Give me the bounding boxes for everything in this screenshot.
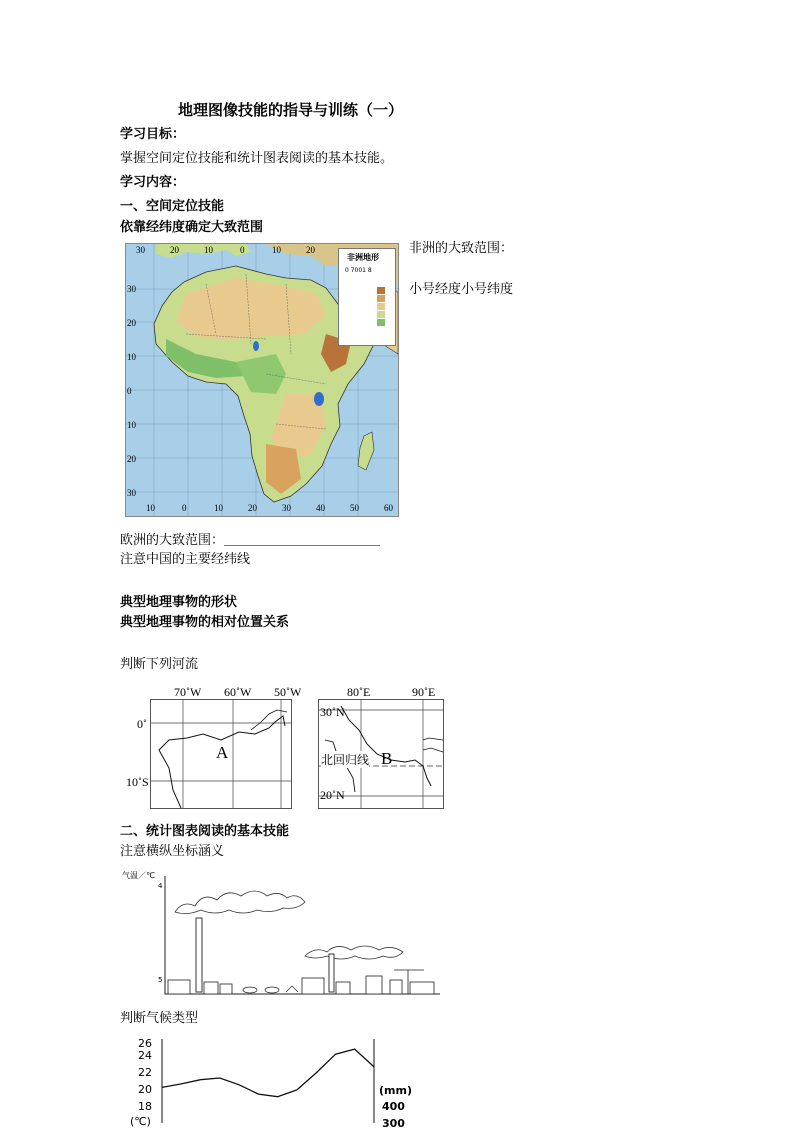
legend-swatch bbox=[377, 295, 385, 302]
legend-scale: 0 7001 8 bbox=[345, 267, 372, 274]
y-unit-label: (℃) bbox=[130, 1115, 151, 1128]
tick-label: 20 bbox=[306, 245, 315, 255]
climate-question: 判断气候类型 bbox=[120, 1011, 199, 1026]
tropic-label: 北回归线 bbox=[321, 753, 370, 767]
tick-label: 20 bbox=[127, 318, 136, 328]
tick-label: 30 bbox=[136, 245, 145, 255]
lat-label: 0˚ bbox=[137, 717, 147, 731]
lat-label: 10˚S bbox=[126, 775, 149, 789]
tick-label: 10 bbox=[146, 503, 155, 513]
tick-label: 10 bbox=[127, 352, 136, 362]
legend-swatch bbox=[377, 311, 385, 318]
y-tick-label: 20 bbox=[138, 1083, 152, 1096]
tick-label: 20 bbox=[170, 245, 179, 255]
tick-label: 0 bbox=[182, 503, 187, 513]
sub1-heading: 依靠经纬度确定大致范围 bbox=[120, 220, 264, 235]
y-tick-label: 22 bbox=[138, 1066, 152, 1079]
climate-chart bbox=[120, 1035, 420, 1130]
precip-unit: (mm) bbox=[379, 1084, 412, 1097]
africa-question: 非洲的大致范围： bbox=[409, 241, 514, 256]
tick-label: 30 bbox=[127, 488, 136, 498]
axis-note: 注意横纵坐标涵义 bbox=[120, 844, 225, 859]
china-note: 注意中国的主要经纬线 bbox=[120, 552, 251, 567]
legend-title: 非洲地形 bbox=[347, 253, 379, 262]
lon-label: 50˚W bbox=[274, 685, 302, 699]
section2-heading: 二、统计图表阅读的基本技能 bbox=[120, 824, 290, 839]
river-question: 判断下列河流 bbox=[120, 657, 199, 672]
section1-heading: 一、空间定位技能 bbox=[120, 199, 225, 214]
europe-question: 欧洲的大致范围：＿＿＿＿＿＿＿＿＿＿＿＿ bbox=[120, 533, 381, 548]
y-tick-label: 26 bbox=[138, 1037, 152, 1050]
tick-label: 20 bbox=[248, 503, 257, 513]
river-label-a: A bbox=[216, 743, 229, 762]
tick-label: 10 bbox=[204, 245, 213, 255]
tick-label: 10 bbox=[272, 245, 281, 255]
content-heading: 学习内容： bbox=[120, 175, 186, 190]
page-title: 地理图像技能的指导与训练（一） bbox=[178, 101, 404, 119]
sub3-heading: 典型地理事物的相对位置关系 bbox=[120, 615, 290, 630]
tick-label: 30 bbox=[282, 503, 291, 513]
y-tick-label: 24 bbox=[138, 1049, 152, 1062]
river-label-b: B bbox=[381, 749, 393, 768]
precip-tick: 400 bbox=[382, 1100, 405, 1113]
temperature-sketch bbox=[120, 870, 442, 998]
legend-swatch bbox=[377, 303, 385, 310]
lon-label: 70˚W bbox=[174, 685, 202, 699]
precip-tick: 300 bbox=[382, 1117, 405, 1130]
goal-text: 掌握空间定位技能和统计图表阅读的基本技能。 bbox=[120, 151, 394, 166]
africa-hint: 小号经度小号纬度 bbox=[409, 282, 514, 297]
sketch-svg bbox=[120, 870, 442, 998]
tick-label: 40 bbox=[316, 503, 325, 513]
sketch-tick: 5 bbox=[158, 976, 163, 984]
legend-swatch bbox=[377, 287, 385, 294]
lon-label: 80˚E bbox=[347, 685, 371, 699]
tick-label: 10 bbox=[214, 503, 223, 513]
lon-label: 90˚E bbox=[412, 685, 436, 699]
tick-label: 0 bbox=[127, 386, 132, 396]
map-legend bbox=[338, 248, 396, 346]
climate-svg bbox=[120, 1035, 420, 1123]
sketch-tick: 4 bbox=[158, 882, 163, 890]
lat-label: 30˚N bbox=[320, 705, 345, 719]
lon-label: 60˚W bbox=[224, 685, 252, 699]
sketch-axis-label: 气温／℃ bbox=[122, 871, 155, 880]
tick-label: 10 bbox=[127, 420, 136, 430]
tick-label: 50 bbox=[350, 503, 359, 513]
y-tick-label: 18 bbox=[138, 1100, 152, 1113]
lat-label: 20˚N bbox=[320, 788, 345, 802]
africa-map bbox=[125, 243, 399, 517]
sub2-heading: 典型地理事物的形状 bbox=[120, 595, 238, 610]
tick-label: 20 bbox=[127, 454, 136, 464]
tick-label: 30 bbox=[127, 284, 136, 294]
tick-label: 0 bbox=[240, 245, 245, 255]
tick-label: 60 bbox=[384, 503, 393, 513]
temperature-line bbox=[162, 1049, 374, 1097]
legend-swatch bbox=[377, 319, 385, 326]
goal-heading: 学习目标： bbox=[120, 127, 186, 142]
